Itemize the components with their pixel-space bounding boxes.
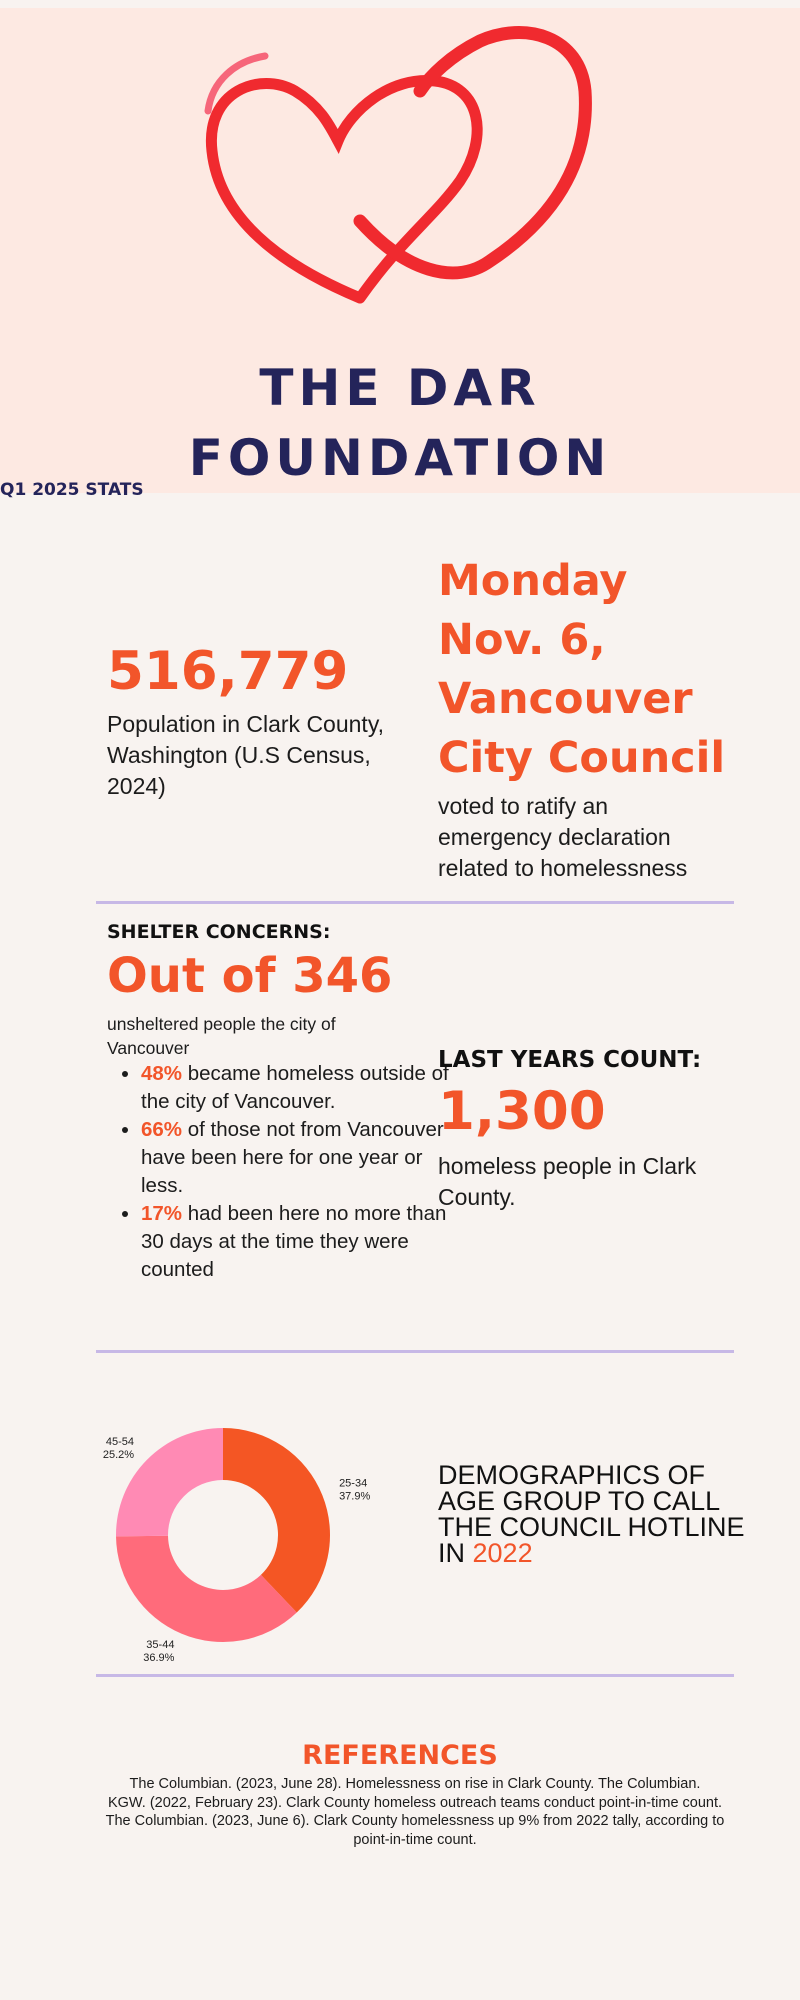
bullet-text: became homeless outside of the city of Vancouver.: [141, 1062, 449, 1113]
list-item: [141, 1116, 461, 1200]
council-line2: Nov. 6,: [438, 615, 606, 665]
last-count-description: homeless people in Clark County.: [438, 1153, 697, 1210]
shelter-heading: SHELTER CONCERNS:: [107, 921, 331, 943]
bullet-stat: 66%: [141, 1118, 183, 1141]
list-item: [141, 1060, 461, 1116]
donut-label-category: 45-54: [105, 1436, 135, 1449]
shelter-subtext: unsheltered people the city of Vancouver: [107, 1014, 336, 1058]
divider: [96, 901, 734, 904]
list-item: [141, 1200, 461, 1284]
bullet-text: had been here no more than 30 days at the time they were counted: [141, 1202, 447, 1281]
reference-item: KGW. (2022, February 23). Clark County homeless outreach teams conduct point-in-time count.: [107, 1794, 723, 1811]
org-name-line2: FOUNDATION: [188, 429, 612, 487]
demographics-title-year: 2022: [472, 1538, 533, 1568]
reference-item: The Columbian. (2023, June 6). Clark County homelessness up 9% from 2022 tally, according to point-in-time count.: [105, 1813, 725, 1848]
divider: [96, 1350, 734, 1353]
reference-item: The Columbian. (2023, June 28). Homelessness on rise in Clark County. The Columbian.: [129, 1776, 701, 1792]
donut-label-category: 25-34: [339, 1477, 368, 1490]
org-name-line1: THE DAR: [259, 359, 541, 417]
demographics-title: [438, 1462, 758, 1566]
bullet-text: of those not from Vancouver have been here for one year or less.: [141, 1118, 444, 1197]
council-line3: Vancouver: [438, 674, 693, 724]
references-title: REFERENCES: [302, 1740, 498, 1771]
divider: [96, 1674, 734, 1677]
council-line1: Monday: [438, 556, 628, 606]
age-demographics-donut-chart: [100, 1410, 380, 1680]
bullet-stat: 48%: [141, 1062, 183, 1085]
population-number: 516,779: [107, 641, 349, 702]
donut-slice-25-34: [223, 1428, 330, 1613]
demographics-title-text: DEMOGRAPHICS OF AGE GROUP TO CALL THE COUNCIL HOTLINE IN: [438, 1460, 745, 1568]
population-description: Population in Clark County, Washington (U.S Census, 2024): [107, 711, 384, 799]
heart-logo-icon: [190, 16, 600, 306]
council-description: voted to ratify an emergency declaration related to homelessness: [438, 793, 688, 881]
header-banner: [0, 8, 800, 500]
donut-slice-35-44: [116, 1536, 297, 1642]
donut-label-value: 25.2%: [102, 1449, 135, 1462]
donut-label-value: 36.9%: [143, 1652, 175, 1665]
donut-label-category: 35-44: [146, 1639, 175, 1652]
bullet-stat: 17%: [141, 1202, 183, 1225]
council-line4: City Council: [438, 733, 726, 783]
last-count-heading: LAST YEARS COUNT:: [438, 1047, 702, 1073]
shelter-big-text: Out of 346: [107, 948, 393, 1004]
shelter-bullet-list: [106, 1060, 461, 1284]
period-label: Q1 2025 STATS: [0, 480, 144, 500]
donut-label-value: 37.9%: [339, 1490, 371, 1503]
last-count-number: 1,300: [438, 1081, 606, 1142]
references-list: [95, 1775, 735, 1849]
